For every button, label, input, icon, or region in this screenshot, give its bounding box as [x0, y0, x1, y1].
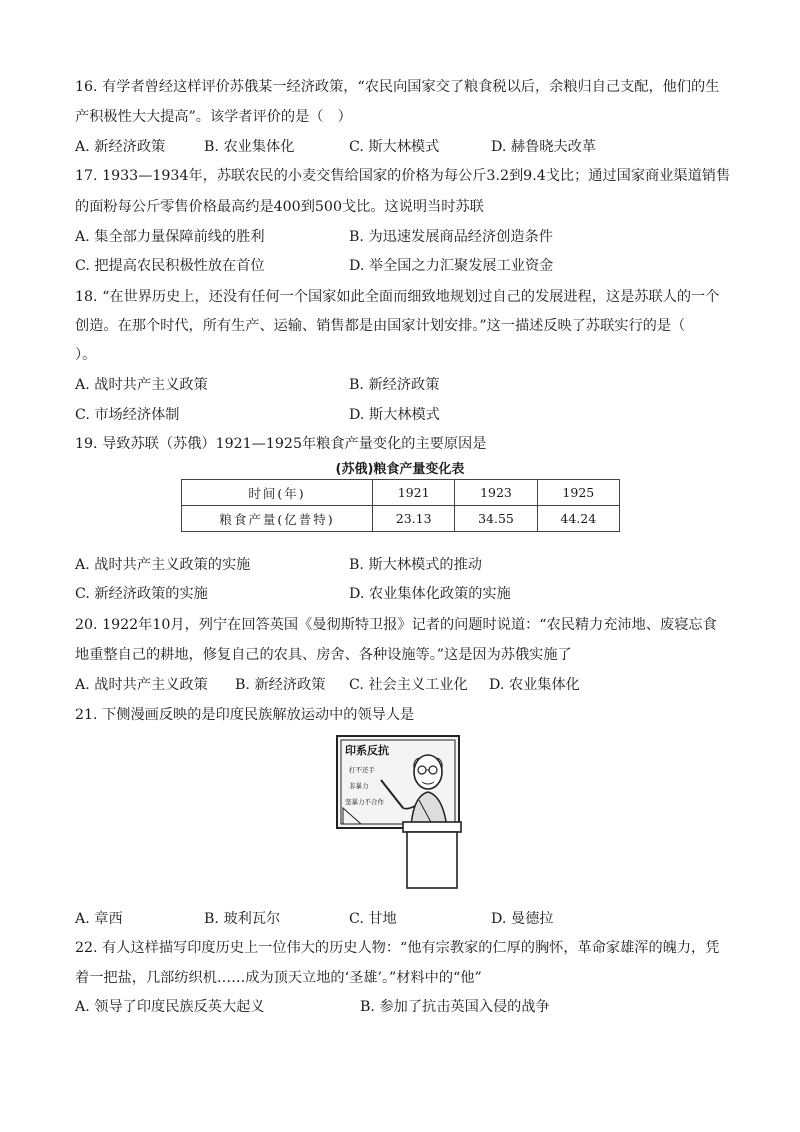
table-row [182, 480, 620, 506]
q18-option-c[interactable]: C. 市场经济体制 [75, 407, 180, 423]
q21-option-c[interactable]: C. 甘地 [349, 911, 397, 927]
table-row [182, 506, 620, 532]
q16-option-a[interactable]: A. 新经济政策 [75, 139, 166, 155]
q20-option-c[interactable]: C. 社会主义工业化 [349, 677, 468, 693]
q21-option-b[interactable]: B. 玻利瓦尔 [204, 911, 281, 927]
q19-option-d[interactable]: D. 农业集体化政策的实施 [349, 586, 511, 602]
table-cell-output: 23.13 [373, 506, 455, 532]
q19-option-c[interactable]: C. 新经济政策的实施 [75, 586, 208, 602]
q20-stem-line2: 地重整自己的耕地，修复自己的农具、房舍、各种设施等。”这是因为苏俄实施了 [75, 647, 572, 663]
q16-option-c[interactable]: C. 斯大林模式 [349, 139, 440, 155]
q21-stem-line1: 21. 下侧漫画反映的是印度民族解放运动中的领导人是 [75, 707, 415, 723]
gandhi-cartoon-image [333, 730, 463, 890]
table-cell-output: 34.55 [455, 506, 537, 532]
q19-stem-line1: 19. 导致苏联（苏俄）1921—1925年粮食产量变化的主要原因是 [75, 436, 487, 452]
q21-option-d[interactable]: D. 曼德拉 [491, 911, 554, 927]
q17-stem-line2: 的面粉每公斤零售价格最高约是400到500戈比。这说明当时苏联 [75, 199, 484, 215]
q22-option-b[interactable]: B. 参加了抗击英国入侵的战争 [360, 999, 550, 1015]
q16-stem-line1: 16. 有学者曾经这样评价苏俄某一经济政策，“农民向国家交了粮食税以后，余粮归自己支配，他们的生 [75, 79, 720, 95]
q18-stem-line2: 创造。在那个时代，所有生产、运输、销售都是由国家计划安排。”这一描述反映了苏联实行的是（ [75, 318, 686, 334]
q21-option-a[interactable]: A. 章西 [75, 911, 123, 927]
table-cell-year-header: 时间(年) [182, 480, 373, 506]
board-line-2: 非暴力 [349, 782, 369, 790]
table-cell-year: 1925 [537, 480, 619, 506]
q20-option-a[interactable]: A. 战时共产主义政策 [75, 677, 208, 693]
q18-option-b[interactable]: B. 新经济政策 [349, 377, 440, 393]
q22-option-a[interactable]: A. 领导了印度民族反英大起义 [75, 999, 265, 1015]
q17-option-c[interactable]: C. 把提高农民积极性放在首位 [75, 258, 265, 274]
grain-table-title: (苏俄)粮食产量变化表 [335, 462, 465, 477]
q17-option-d[interactable]: D. 举全国之力汇聚发展工业资金 [349, 258, 554, 274]
q18-option-d[interactable]: D. 斯大林模式 [349, 407, 440, 423]
q22-stem-line2: 着一把盐，几部纺织机……成为顶天立地的‘圣雄’。”材料中的“他” [75, 970, 482, 986]
table-cell-output: 44.24 [537, 506, 619, 532]
q19-option-a[interactable]: A. 战时共产主义政策的实施 [75, 557, 251, 573]
q18-stem-line1: 18. “在世界历史上，还没有任何一个国家如此全面而细致地规划过自己的发展进程，这是苏联人的一个 [75, 289, 720, 305]
board-title: 印系反抗 [345, 744, 389, 757]
q16-stem-line2: 产积极性大大提高”。该学者评价的是（ ） [75, 109, 352, 125]
q17-stem-line1: 17. 1933—1934年，苏联农民的小麦交售给国家的价格为每公斤3.2到9.4戈比；通过国家商业渠道销售 [75, 168, 731, 184]
q16-option-b[interactable]: B. 农业集体化 [204, 139, 295, 155]
board-line-3: 坚暴力不合作 [345, 798, 384, 806]
board-line-1: 打不还手 [349, 766, 375, 774]
q17-option-b[interactable]: B. 为迅速发展商品经济创造条件 [349, 229, 553, 245]
q16-option-d[interactable]: D. 赫鲁晓夫改革 [491, 139, 597, 155]
q19-option-b[interactable]: B. 斯大林模式的推动 [349, 557, 482, 573]
q18-stem-line3: ）。 [75, 347, 97, 363]
table-cell-output-header: 粮食产量(亿普特) [182, 506, 373, 532]
q17-option-a[interactable]: A. 集全部力量保障前线的胜利 [75, 229, 265, 245]
grain-production-table [181, 479, 620, 532]
table-cell-year: 1921 [373, 480, 455, 506]
q20-option-b[interactable]: B. 新经济政策 [235, 677, 326, 693]
q22-stem-line1: 22. 有人这样描写印度历史上一位伟大的历史人物：“他有宗教家的仁厚的胸怀，革命家雄浑的魄力，凭 [75, 940, 720, 956]
q18-option-a[interactable]: A. 战时共产主义政策 [75, 377, 208, 393]
q20-stem-line1: 20. 1922年10月，列宁在回答英国《曼彻斯特卫报》记者的问题时说道：“农民精力充沛地、废寝忘食 [75, 617, 717, 633]
q20-option-d[interactable]: D. 农业集体化 [489, 677, 580, 693]
table-cell-year: 1923 [455, 480, 537, 506]
